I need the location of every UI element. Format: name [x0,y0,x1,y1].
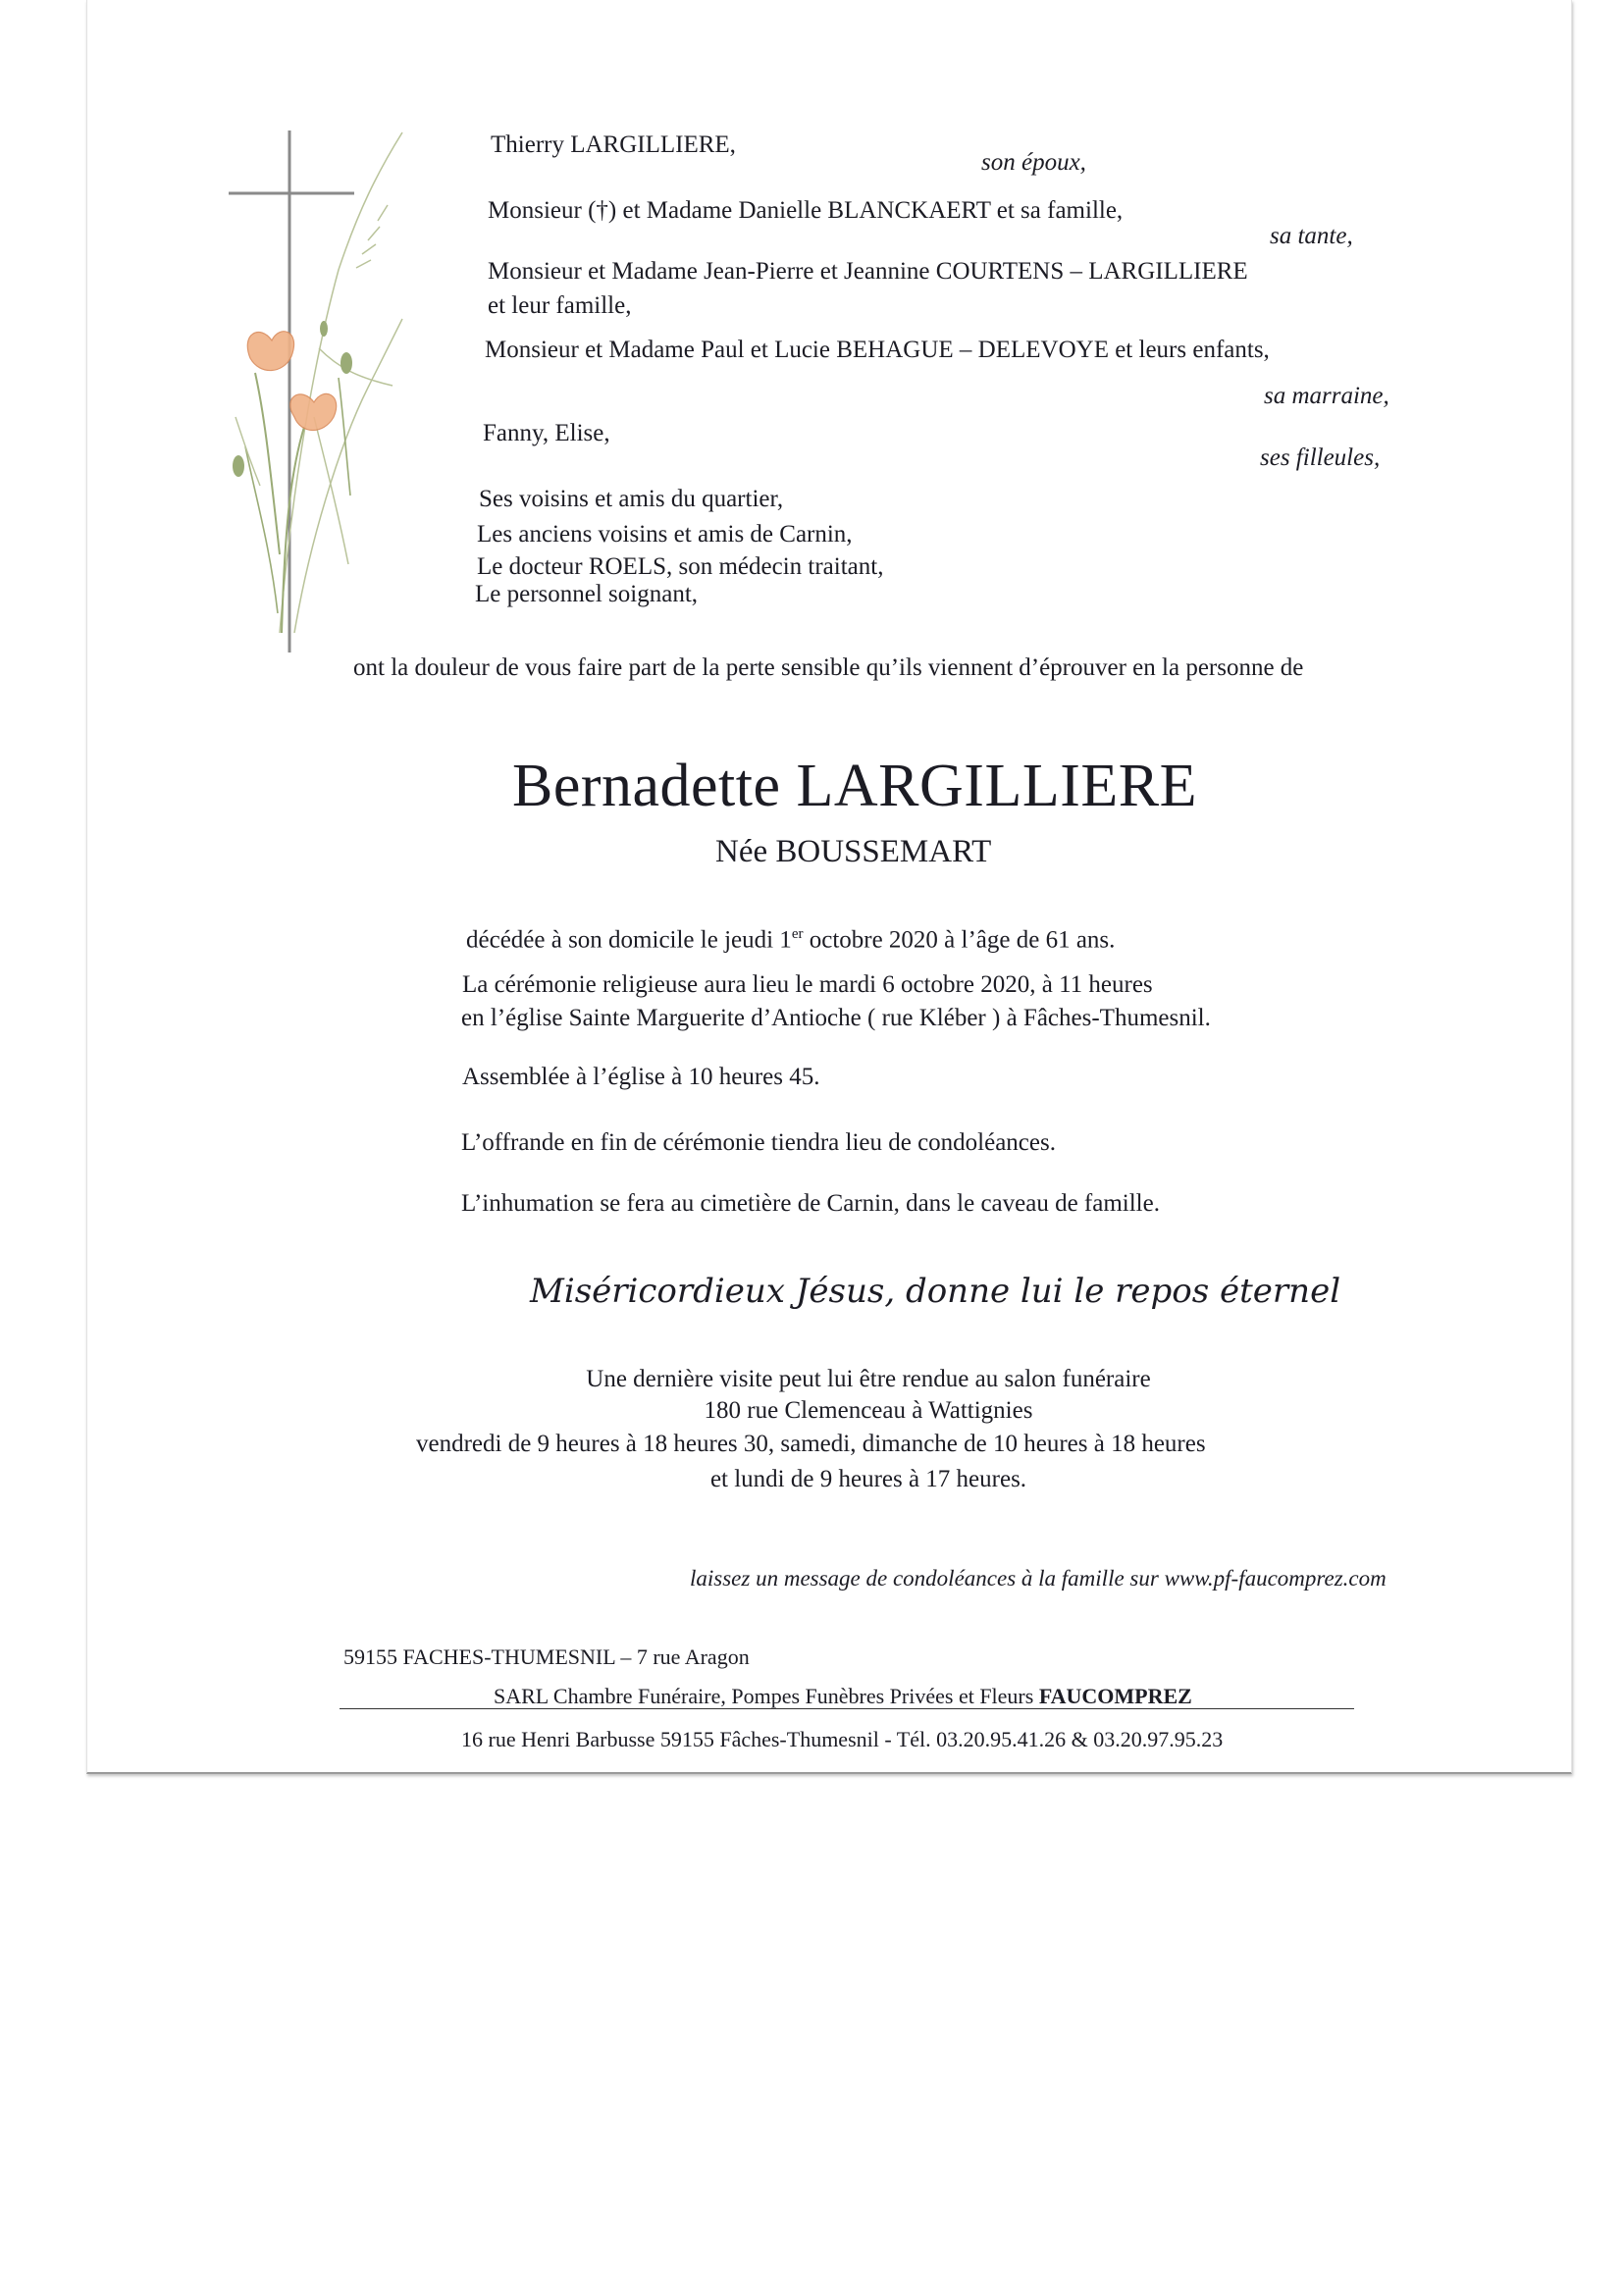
family-relation-4: sa marraine, [1264,383,1389,409]
poppy-icon [233,321,352,633]
prayer-motto: Miséricordieux Jésus, donne lui le repos éternel [530,1272,1341,1311]
burial-text: L’inhumation se fera au cimetière de Carnin, dans le caveau de famille. [461,1190,1160,1217]
visit-line-2: 180 rue Clemenceau à Wattignies [704,1397,1033,1424]
death-notice: décédée à son domicile le jeudi 1er octobre 2020 à l’âge de 61 ans. [466,926,1116,954]
footer-company-line: SARL Chambre Funéraire, Pompes Funèbres Privées et Fleurs FAUCOMPREZ [494,1684,1192,1708]
visit-line-4: et lundi de 9 heures à 17 heures. [709,1466,1027,1492]
family-name-3-line2: et leur famille, [488,292,632,319]
ceremony-line-1: La cérémonie religieuse aura lieu le mardi 6 octobre 2020, à 11 heures [462,971,1153,998]
cross-flowers-illustration [221,123,407,657]
wheat-icon [280,132,402,633]
friends-line-4: Le personnel soignant, [475,581,699,607]
visit-line-3: vendredi de 9 heures à 18 heures 30, samedi, dimanche de 10 heures à 18 heures [416,1431,1206,1457]
condolences-link-text: laissez un message de condoléances à la famille sur www.pf-faucomprez.com [690,1566,1387,1591]
family-relation-5: ses filleules, [1260,444,1381,471]
friends-line-3: Le docteur ROELS, son médecin traitant, [477,553,884,580]
visit-line-1: Une dernière visite peut lui être rendue au salon funéraire [586,1366,1151,1392]
friends-line-1: Ses voisins et amis du quartier, [479,486,784,512]
announcement-text: ont la douleur de vous faire part de la perte sensible qu’ils viennent d’éprouver en la personne de [353,654,1304,681]
family-relation-1: son époux, [981,149,1086,176]
family-name-1: Thierry LARGILLIERE, [491,131,736,158]
cross-icon [229,130,354,652]
family-name-4: Monsieur et Madame Paul et Lucie BEHAGUE – DELEVOYE et leurs enfants, [485,337,1270,363]
deceased-maiden-name: Née BOUSSEMART [715,834,992,869]
address-text: 59155 FACHES-THUMESNIL – 7 rue Aragon [343,1644,750,1669]
family-name-3-line1: Monsieur et Madame Jean-Pierre et Jeannine COURTENS – LARGILLIERE [488,258,1248,285]
footer-brand: FAUCOMPREZ [1038,1684,1192,1708]
offering-text: L’offrande en fin de cérémonie tiendra lieu de condoléances. [461,1129,1056,1156]
assembly-text: Assemblée à l’église à 10 heures 45. [462,1064,820,1090]
family-name-2: Monsieur (†) et Madame Danielle BLANCKAERT et sa famille, [488,197,1124,224]
friends-line-2: Les anciens voisins et amis de Carnin, [477,521,853,548]
family-name-5: Fanny, Elise, [483,420,610,446]
deceased-name: Bernadette LARGILLIERE [512,753,1197,819]
ceremony-line-2: en l’église Sainte Marguerite d’Antioche ( rue Kléber ) à Fâches-Thumesnil. [461,1005,1211,1031]
footer-contact-line: 16 rue Henri Barbusse 59155 Fâches-Thumesnil - Tél. 03.20.95.41.26 & 03.20.97.95.23 [461,1727,1224,1751]
family-relation-2: sa tante, [1270,223,1353,249]
